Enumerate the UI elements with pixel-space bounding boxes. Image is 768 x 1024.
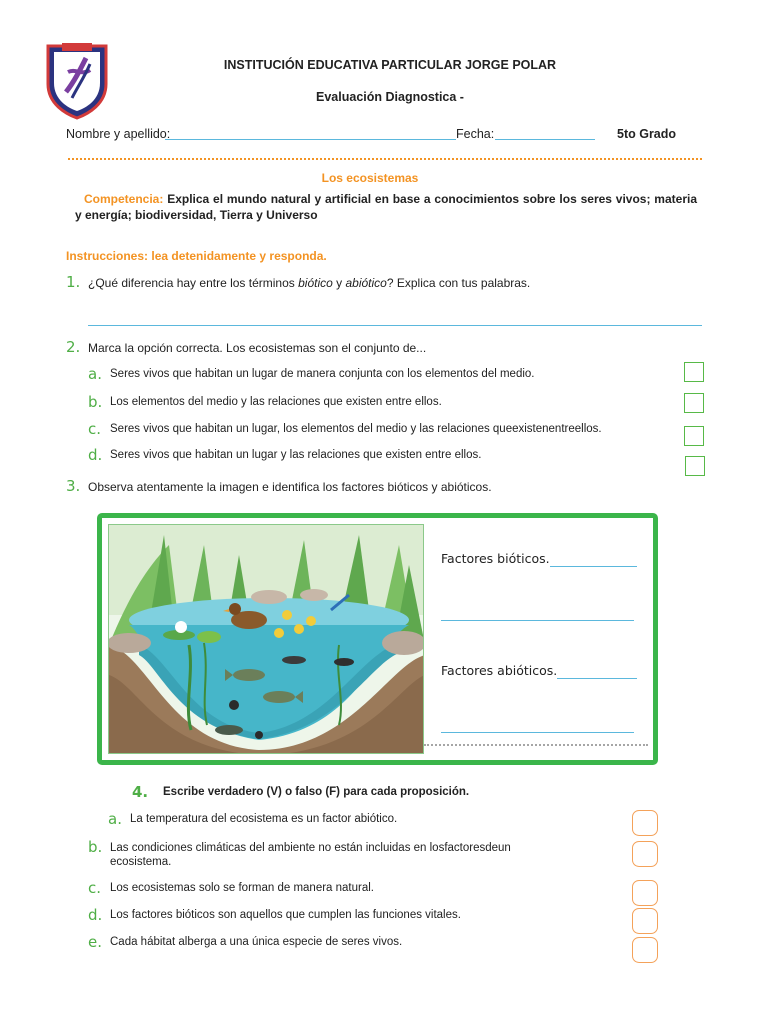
- competence: [75, 191, 697, 223]
- option-text: Los elementos del medio y las relaciones que existen entre ellos.: [110, 396, 442, 408]
- option-d-checkbox[interactable]: [685, 456, 705, 476]
- school-logo: [44, 42, 110, 120]
- question-1-answer-line[interactable]: [88, 312, 702, 326]
- option-text: Seres vivos que habitan un lugar de manera conjunta con los elementos del medio.: [110, 368, 535, 380]
- ecosystem-illustration: [108, 524, 424, 754]
- pond-ecosystem-image: [109, 525, 424, 754]
- biotic-answer-line-2[interactable]: [441, 607, 634, 621]
- option-c-checkbox[interactable]: [684, 426, 704, 446]
- question-4-text: Escribe verdadero (V) o falso (F) para cada proposición.: [163, 786, 470, 798]
- question-2-text: Marca la opción correcta. Los ecosistemas son el conjunto de...: [88, 341, 427, 355]
- grade-label: 5to Grado: [617, 127, 677, 141]
- date-label: Fecha:: [456, 127, 495, 141]
- competence-label: Competencia:: [84, 192, 164, 206]
- option-text: Seres vivos que habitan un lugar y las relaciones que existen entre ellos.: [110, 449, 482, 461]
- question-4-number: 4.: [132, 783, 149, 801]
- statement-letter: b.: [88, 838, 103, 856]
- statement-letter: d.: [88, 906, 103, 924]
- statement-letter: a.: [108, 810, 122, 828]
- q1-italic-biotico: biótico: [298, 276, 333, 290]
- q1-text-part: ? Explica con tus palabras.: [386, 276, 531, 290]
- option-text: Seres vivos que habitan un lugar, los elementos del medio y las relaciones queexistenentreellos.: [110, 423, 602, 435]
- name-label: Nombre y apellido:: [66, 127, 171, 141]
- statement-b-answer-box[interactable]: [632, 841, 658, 867]
- statement-text: Los factores bióticos son aquellos que cumplen las funciones vitales.: [110, 909, 461, 921]
- option-b-checkbox[interactable]: [684, 393, 704, 413]
- statement-d-answer-box[interactable]: [632, 908, 658, 934]
- abiotic-answer-line-2[interactable]: [441, 719, 634, 733]
- question-2-number: 2.: [66, 338, 81, 356]
- frame-dotted-bottom: [424, 744, 648, 746]
- question-3-text: Observa atentamente la imagen e identifica los factores bióticos y abióticos.: [88, 480, 492, 494]
- statement-c-answer-box[interactable]: [632, 880, 658, 906]
- instructions: Instrucciones: lea detenidamente y responda.: [66, 249, 327, 263]
- biotic-answer-line-1[interactable]: [550, 553, 637, 567]
- option-letter: c.: [88, 420, 102, 438]
- institution-title: INSTITUCIÓN EDUCATIVA PARTICULAR JORGE POLAR: [223, 58, 557, 72]
- abiotic-factors-label: Factores abióticos.: [441, 663, 558, 678]
- statement-text: Cada hábitat alberga a una única especie de seres vivos.: [110, 936, 403, 948]
- statement-letter: c.: [88, 879, 102, 897]
- q1-text-part: ¿Qué diferencia hay entre los términos: [88, 276, 299, 290]
- q1-italic-abiotico: abiótico: [345, 276, 387, 290]
- question-3-number: 3.: [66, 477, 81, 495]
- statement-a-answer-box[interactable]: [632, 810, 658, 836]
- q1-text-part: y: [332, 276, 346, 290]
- dotted-divider: [68, 158, 702, 160]
- option-a-checkbox[interactable]: [684, 362, 704, 382]
- topic-title: Los ecosistemas: [321, 171, 419, 185]
- evaluation-title: Evaluación Diagnostica -: [316, 90, 464, 104]
- ecosystem-activity-frame: [97, 513, 658, 765]
- question-1-number: 1.: [66, 273, 81, 291]
- competence-text: Explica el mundo natural y artificial en base a conocimientos sobre los seres vivos; materia y energía; biodiversidad, Tierra y Universo: [75, 192, 697, 222]
- option-letter: d.: [88, 446, 103, 464]
- date-field[interactable]: [495, 126, 595, 140]
- option-letter: b.: [88, 393, 103, 411]
- biotic-factors-label: Factores bióticos.: [441, 551, 550, 566]
- statement-text: La temperatura del ecosistema es un factor abiótico.: [130, 813, 398, 825]
- statement-text: Los ecosistemas solo se forman de manera natural.: [110, 882, 374, 894]
- abiotic-answer-line-1[interactable]: [557, 665, 637, 679]
- statement-text: Las condiciones climáticas del ambiente no están incluidas en losfactoresdeun ecosistema.: [110, 842, 511, 868]
- name-field[interactable]: [165, 126, 456, 140]
- question-1-text: [88, 276, 530, 290]
- statement-letter: e.: [88, 933, 102, 951]
- option-letter: a.: [88, 365, 102, 383]
- statement-e-answer-box[interactable]: [632, 937, 658, 963]
